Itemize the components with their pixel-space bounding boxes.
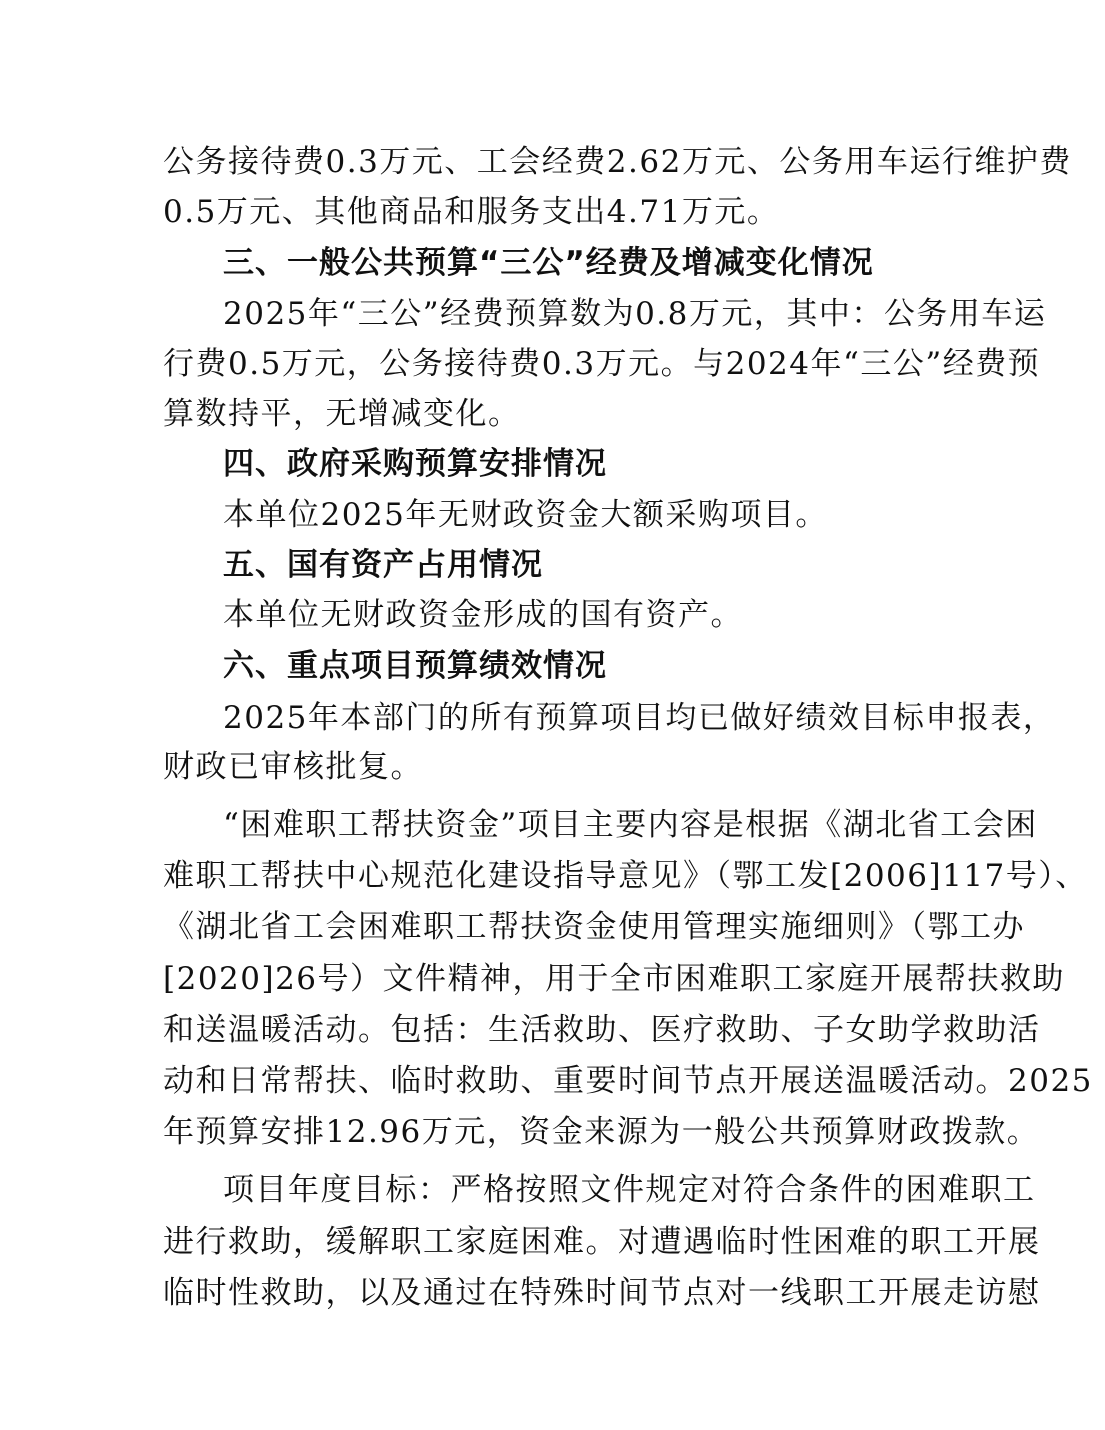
body-line: 本单位无财政资金形成的国有资产。 (223, 597, 743, 633)
body-line: 本单位2025年无财政资金大额采购项目。 (223, 497, 828, 533)
body-line: 进行救助，缓解职工家庭困难。对遭遇临时性困难的职工开展 (163, 1224, 1041, 1260)
body-line: 年预算安排12.96万元，资金来源为一般公共预算财政拨款。 (163, 1114, 1040, 1150)
body-line: 临时性救助，以及通过在特殊时间节点对一线职工开展走访慰 (163, 1275, 1041, 1311)
section-heading-3: 三、一般公共预算“三公”经费及增减变化情况 (223, 245, 874, 281)
body-line: 《湖北省工会困难职工帮扶资金使用管理实施细则》（鄂工办 (163, 909, 1025, 945)
section-heading-6: 六、重点项目预算绩效情况 (223, 648, 607, 684)
body-line: 公务接待费0.3万元、工会经费2.62万元、公务用车运行维护费 (163, 144, 1072, 180)
body-line: 项目年度目标：严格按照文件规定对符合条件的困难职工 (223, 1172, 1036, 1208)
section-heading-4: 四、政府采购预算安排情况 (223, 446, 607, 482)
body-line: “困难职工帮扶资金”项目主要内容是根据《湖北省工会困 (223, 807, 1038, 843)
section-heading-5: 五、国有资产占用情况 (223, 547, 543, 583)
body-line: 难职工帮扶中心规范化建设指导意见》（鄂工发[2006]117号）、 (163, 858, 1088, 894)
body-line: 财政已审核批复。 (163, 749, 423, 785)
body-line: [2020]26号）文件精神，用于全市困难职工家庭开展帮扶救助 (163, 961, 1066, 997)
body-line: 0.5万元、其他商品和服务支出4.71万元。 (163, 194, 780, 230)
body-line: 2025年“三公”经费预算数为0.8万元，其中：公务用车运 (223, 296, 1047, 332)
body-line: 动和日常帮扶、临时救助、重要时间节点开展送温暖活动。2025 (163, 1063, 1093, 1099)
body-line: 算数持平，无增减变化。 (163, 396, 521, 432)
body-line: 和送温暖活动。包括：生活救助、医疗救助、子女助学救助活 (163, 1012, 1041, 1048)
body-line: 2025年本部门的所有预算项目均已做好绩效目标申报表， (223, 700, 1056, 736)
body-line: 行费0.5万元，公务接待费0.3万元。与2024年“三公”经费预 (163, 346, 1041, 382)
